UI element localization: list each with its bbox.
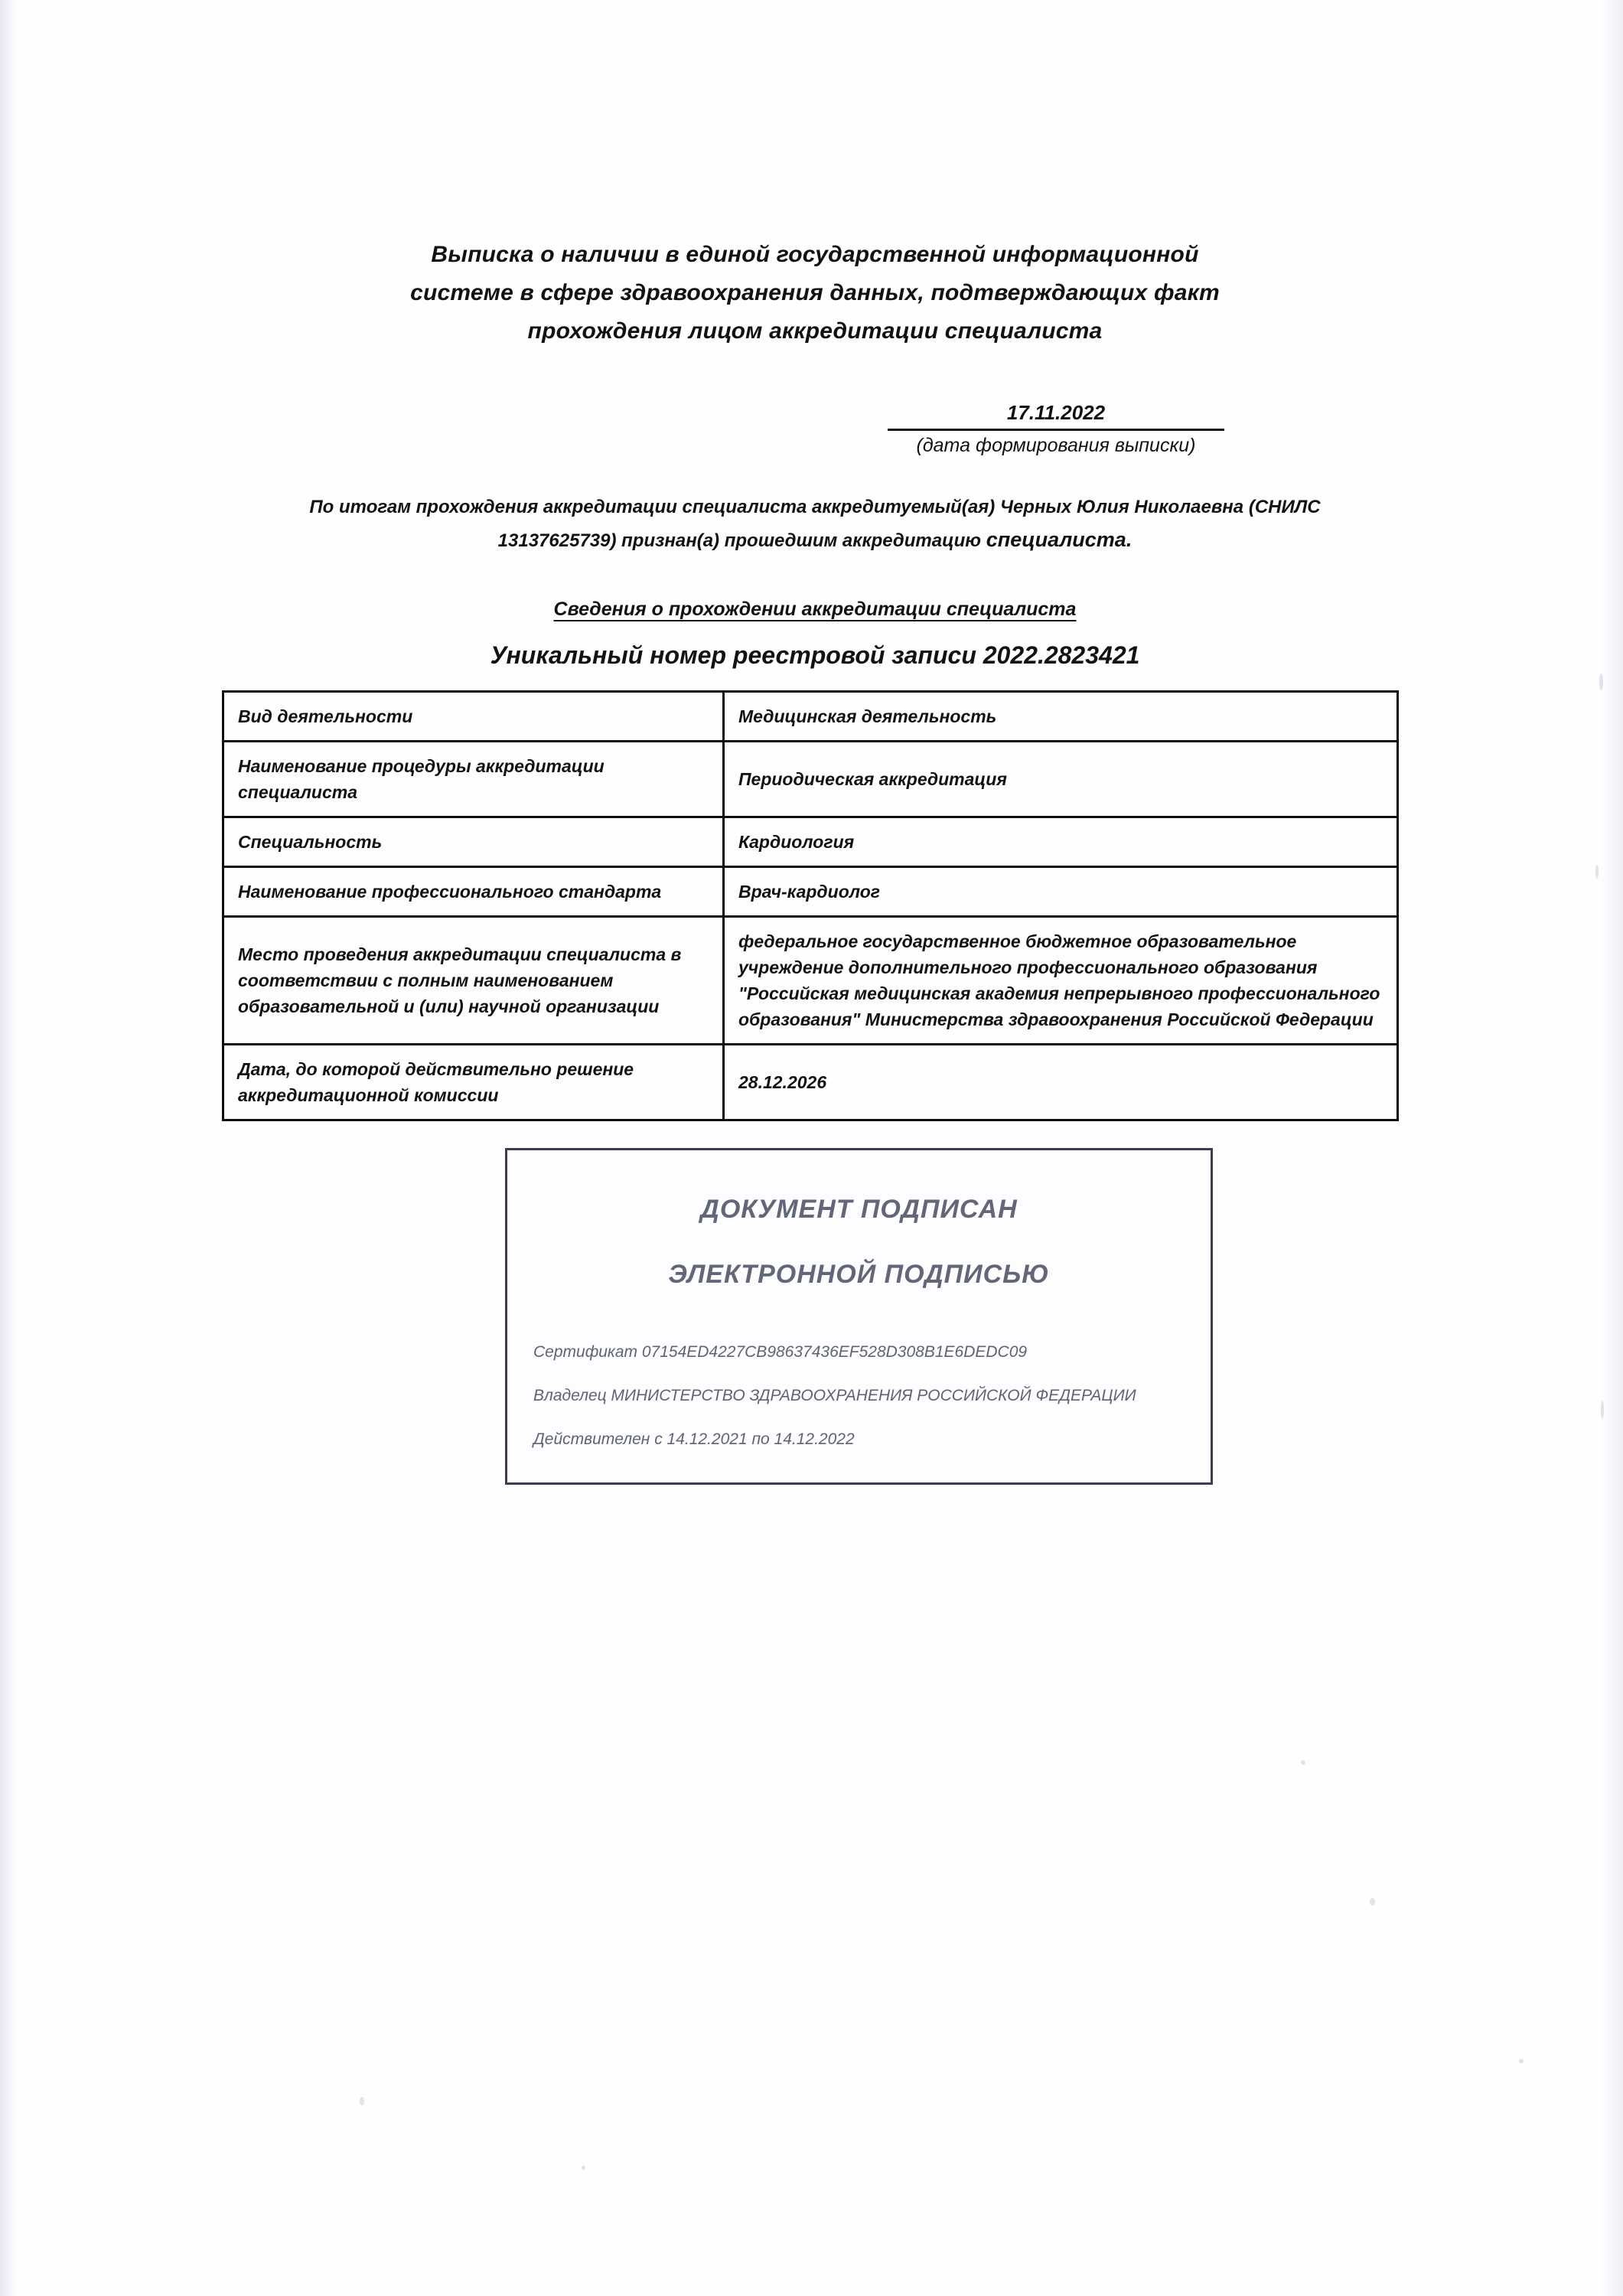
stamp-heading-line-1: ДОКУМЕНТ ПОДПИСАН xyxy=(700,1195,1018,1224)
scan-speck xyxy=(1519,2059,1524,2063)
scan-speck xyxy=(1601,1401,1604,1419)
intro-emphasis: специалиста. xyxy=(986,528,1133,551)
stamp-details xyxy=(507,1340,1211,1451)
table-row xyxy=(223,742,1398,817)
table-row-value: Врач-кардиолог xyxy=(724,867,1398,917)
table-row-label: Наименование профессионального стандарта xyxy=(223,867,724,917)
accreditation-details-table xyxy=(222,690,1399,1121)
digital-signature-stamp xyxy=(505,1148,1213,1485)
table-row-label: Место проведения аккредитации специалиста в соответствии с полным наименованием образовательной и (или) научной организации xyxy=(223,917,724,1045)
scan-artifact-right-edge xyxy=(1600,0,1623,2296)
table-row-label: Вид деятельности xyxy=(223,692,724,742)
stamp-certificate-label: Сертификат xyxy=(533,1343,638,1361)
page-title xyxy=(321,236,1309,351)
issue-date-value: 17.11.2022 xyxy=(1006,401,1106,424)
table-row xyxy=(223,817,1398,867)
section-heading: Сведения о прохождении аккредитации специалиста xyxy=(553,598,1077,620)
scan-artifact-left-edge xyxy=(0,0,17,2296)
table-row-label: Наименование процедуры аккредитации специалиста xyxy=(223,742,724,817)
stamp-certificate-value: 07154ED4227CB98637436EF528D308B1E6DEDC09 xyxy=(641,1343,1028,1361)
scan-speck xyxy=(1301,1760,1305,1765)
table-row-value: Кардиология xyxy=(724,817,1398,867)
scan-speck xyxy=(1595,865,1599,879)
table-row-label: Специальность xyxy=(223,817,724,867)
stamp-validity-value: с 14.12.2021 по 14.12.2022 xyxy=(654,1430,855,1448)
stamp-owner-row xyxy=(533,1384,1185,1407)
table-row xyxy=(223,917,1398,1045)
registry-record-number: Уникальный номер реестровой записи 2022.2823421 xyxy=(490,641,1140,669)
issue-date-block xyxy=(888,401,1224,457)
scan-speck xyxy=(1370,1898,1375,1906)
page-title-line-2: системе в сфере здравоохранения данных, подтверждающих факт xyxy=(410,280,1220,305)
table-row-value: 28.12.2026 xyxy=(724,1045,1398,1120)
stamp-validity-label: Действителен xyxy=(533,1430,650,1448)
scan-speck xyxy=(582,2166,585,2170)
stamp-owner-value: МИНИСТЕРСТВО ЗДРАВООХРАНЕНИЯ РОССИЙСКОЙ ФЕДЕРАЦИИ xyxy=(611,1387,1136,1404)
table-row xyxy=(223,867,1398,917)
table-row xyxy=(223,692,1398,742)
stamp-owner-label: Владелец xyxy=(533,1387,607,1404)
issue-date-caption: (дата формирования выписки) xyxy=(916,435,1196,456)
scan-speck xyxy=(360,2097,364,2105)
table-row-label: Дата, до которой действительно решение аккредитационной комиссии xyxy=(223,1045,724,1120)
table-row-value: федеральное государственное бюджетное образовательное учреждение дополнительного профессионального образования "Российская медицинская академия непрерывного профессионального образования" Министерства здравоохранения Российской Федерации xyxy=(724,917,1398,1045)
page-title-line-3: прохождения лицом аккредитации специалиста xyxy=(527,318,1103,344)
table-row-value: Медицинская деятельность xyxy=(724,692,1398,742)
intro-paragraph xyxy=(260,491,1370,557)
scan-speck xyxy=(1599,673,1603,690)
intro-text: По итогам прохождения аккредитации специалиста аккредитуемый(ая) Черных Юлия Николаевна (СНИЛС 13137625739) признан(а) прошедшим аккредитацию xyxy=(309,497,1321,551)
stamp-certificate-row xyxy=(533,1340,1185,1364)
page-title-line-1: Выписка о наличии в единой государственной информационной xyxy=(431,242,1199,267)
stamp-validity-row xyxy=(533,1427,1185,1451)
table-row xyxy=(223,1045,1398,1120)
stamp-heading-line-2: ЭЛЕКТРОННОЙ ПОДПИСЬЮ xyxy=(668,1260,1050,1289)
table-row-value: Периодическая аккредитация xyxy=(724,742,1398,817)
